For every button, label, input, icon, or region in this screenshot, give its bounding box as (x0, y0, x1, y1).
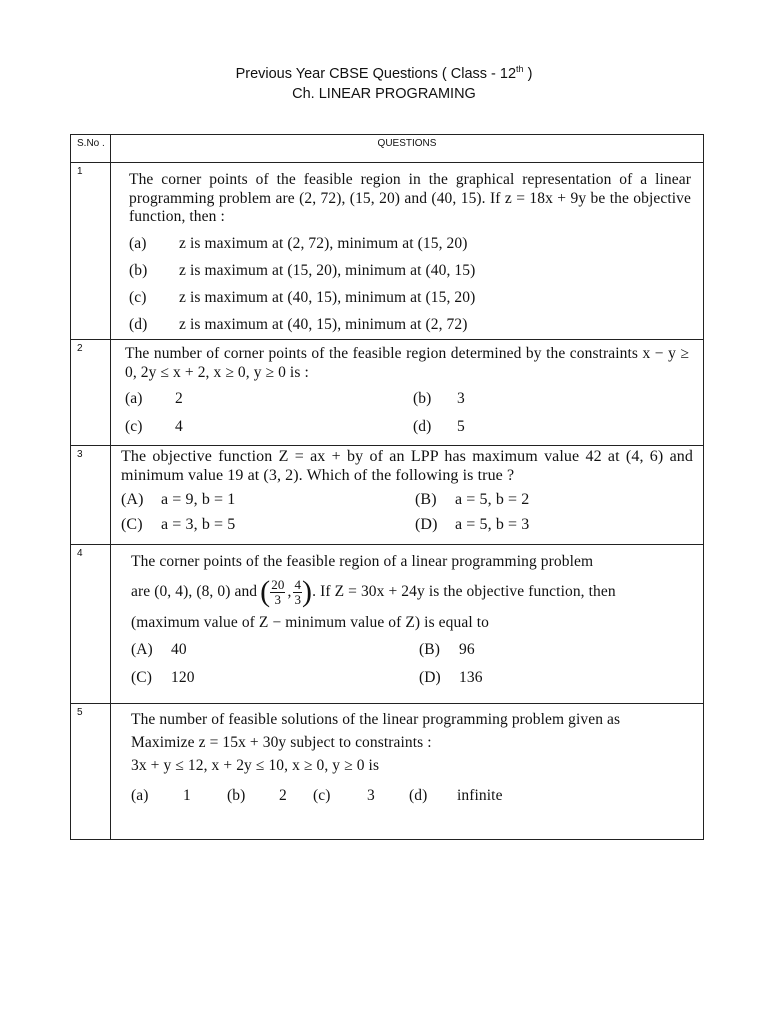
options-grid (125, 390, 689, 436)
option-text: z is maximum at (40, 15), minimum at (15, 20) (179, 288, 476, 306)
option-text: 2 (175, 390, 183, 407)
option-c (129, 289, 691, 308)
option-text: infinite (457, 786, 503, 804)
table-row (71, 446, 704, 545)
question-text: The objective function Z = ax + by of an LPP has maximum value 42 at (4, 6) and minimum value 19 at (3, 2). Which of the following is true ? (121, 448, 693, 484)
table-row (71, 340, 704, 446)
table-row (71, 704, 704, 840)
option-label: (d) (129, 315, 148, 333)
question-text: are (0, 4), (8, 0) and (131, 583, 258, 601)
question-cell (111, 446, 704, 545)
questions-header: QUESTIONS (111, 135, 704, 163)
option-text: 5 (457, 417, 465, 435)
option-label: (b) (413, 390, 432, 407)
option-label: (c) (125, 417, 143, 435)
option-label: (c) (129, 288, 147, 306)
question-line-1: The corner points of the feasible region of a linear programming problem (131, 553, 594, 570)
option-b (415, 491, 693, 510)
question-number: 4 (71, 545, 111, 704)
table-row (71, 163, 704, 340)
option-label: (a) (125, 390, 143, 407)
option-label: (D) (415, 515, 438, 533)
option-c (121, 516, 415, 535)
option-label: (d) (413, 417, 432, 435)
option-b (413, 390, 689, 409)
question-line-2: Maximize z = 15x + 30y subject to constraints : (131, 733, 432, 751)
option-label: (C) (131, 668, 152, 686)
option-a (125, 390, 413, 409)
option-label: (d) (409, 786, 428, 804)
questions-table (70, 134, 704, 840)
options-list (129, 235, 691, 335)
document-title (0, 64, 768, 82)
table-header-row (71, 135, 704, 163)
options-grid (121, 491, 693, 534)
option-text: 40 (171, 641, 187, 658)
question-number: 5 (71, 704, 111, 840)
option-d (415, 516, 693, 535)
title-text-end: ) (523, 65, 533, 82)
denominator: 3 (294, 592, 302, 607)
option-label: (c) (313, 786, 331, 804)
option-text: 136 (459, 668, 483, 686)
option-b (129, 262, 691, 281)
title-superscript: th (516, 64, 524, 74)
option-text: z is maximum at (2, 72), minimum at (15, 20) (179, 234, 468, 252)
left-paren: ( (260, 575, 271, 609)
option-d (129, 316, 691, 335)
option-text: 4 (175, 417, 183, 435)
option-label: (A) (121, 491, 144, 508)
question-line-2: are (0, 4), (8, 0) and ( $\frac{20}{3}$ , $\frac{4}{3}$ ) . If Z = 30x + 24y is the objective function, then (131, 575, 616, 609)
question-number: 2 (71, 340, 111, 446)
chapter-title: Ch. LINEAR PROGRAMING (292, 86, 476, 102)
question-text: The number of feasible solutions of the linear programming problem given as (131, 711, 621, 728)
option-label: (C) (121, 515, 143, 533)
option-text: 3 (367, 786, 375, 804)
options-grid (131, 641, 691, 687)
question-cell (111, 704, 704, 840)
option-label: (b) (227, 786, 246, 804)
question-text: The number of corner points of the feasible region determined by the constraints x − y ≥ 0, 2y ≤ x + 2, x ≥ 0, y ≥ 0 is : (125, 345, 689, 381)
fraction (270, 578, 285, 607)
question-cell (111, 545, 704, 704)
option-text: 96 (459, 641, 475, 658)
title-text: Previous Year CBSE Questions ( Class - 12 (235, 65, 517, 82)
question-text: . If Z = 30x + 24y is the objective function, then (312, 583, 616, 601)
question-cell (111, 340, 704, 446)
question-line-3: 3x + y ≤ 12, x + 2y ≤ 10, x ≥ 0, y ≥ 0 is (131, 757, 380, 774)
option-a (131, 641, 419, 660)
option-text: a = 5, b = 3 (455, 515, 530, 533)
option-label: (b) (129, 261, 148, 279)
table-row (71, 545, 704, 704)
option-text: z is maximum at (40, 15), minimum at (2, 72) (179, 315, 468, 333)
option-d (419, 669, 691, 688)
options-row (131, 787, 691, 806)
option-b (419, 641, 691, 660)
numerator: 20 (271, 577, 285, 592)
option-label: (B) (415, 491, 437, 508)
option-text: a = 3, b = 5 (161, 515, 236, 533)
question-text: The corner points of the feasible region in the graphical representation of a linear programming problem are (2, 72), (15, 20) and (40, 15). If z = 18x + 9y be the objective function, then : (129, 171, 691, 225)
option-text: 120 (171, 668, 195, 686)
question-line-3: (maximum value of Z − minimum value of Z) is equal to (131, 613, 489, 631)
right-paren: ) (302, 575, 313, 609)
option-text: 3 (457, 390, 465, 407)
denominator: 3 (274, 592, 282, 607)
option-c (125, 418, 413, 437)
question-number: 1 (71, 163, 111, 340)
sno-header: S.No . (71, 135, 111, 163)
option-d (413, 418, 689, 437)
option-text: z is maximum at (15, 20), minimum at (40, 15) (179, 261, 476, 279)
fraction (293, 578, 302, 607)
option-label: (a) (131, 786, 149, 804)
option-c (131, 669, 419, 688)
numerator: 4 (294, 577, 302, 592)
question-cell (111, 163, 704, 340)
option-label: (A) (131, 641, 153, 658)
option-text: a = 9, b = 1 (161, 491, 236, 508)
option-label: (B) (419, 641, 440, 658)
option-text: 2 (279, 786, 287, 804)
option-label: (D) (419, 668, 441, 686)
option-text: 1 (183, 786, 191, 804)
option-text: a = 5, b = 2 (455, 491, 530, 508)
option-a (121, 491, 415, 510)
option-a (129, 235, 691, 254)
option-label: (a) (129, 234, 147, 252)
question-number: 3 (71, 446, 111, 545)
